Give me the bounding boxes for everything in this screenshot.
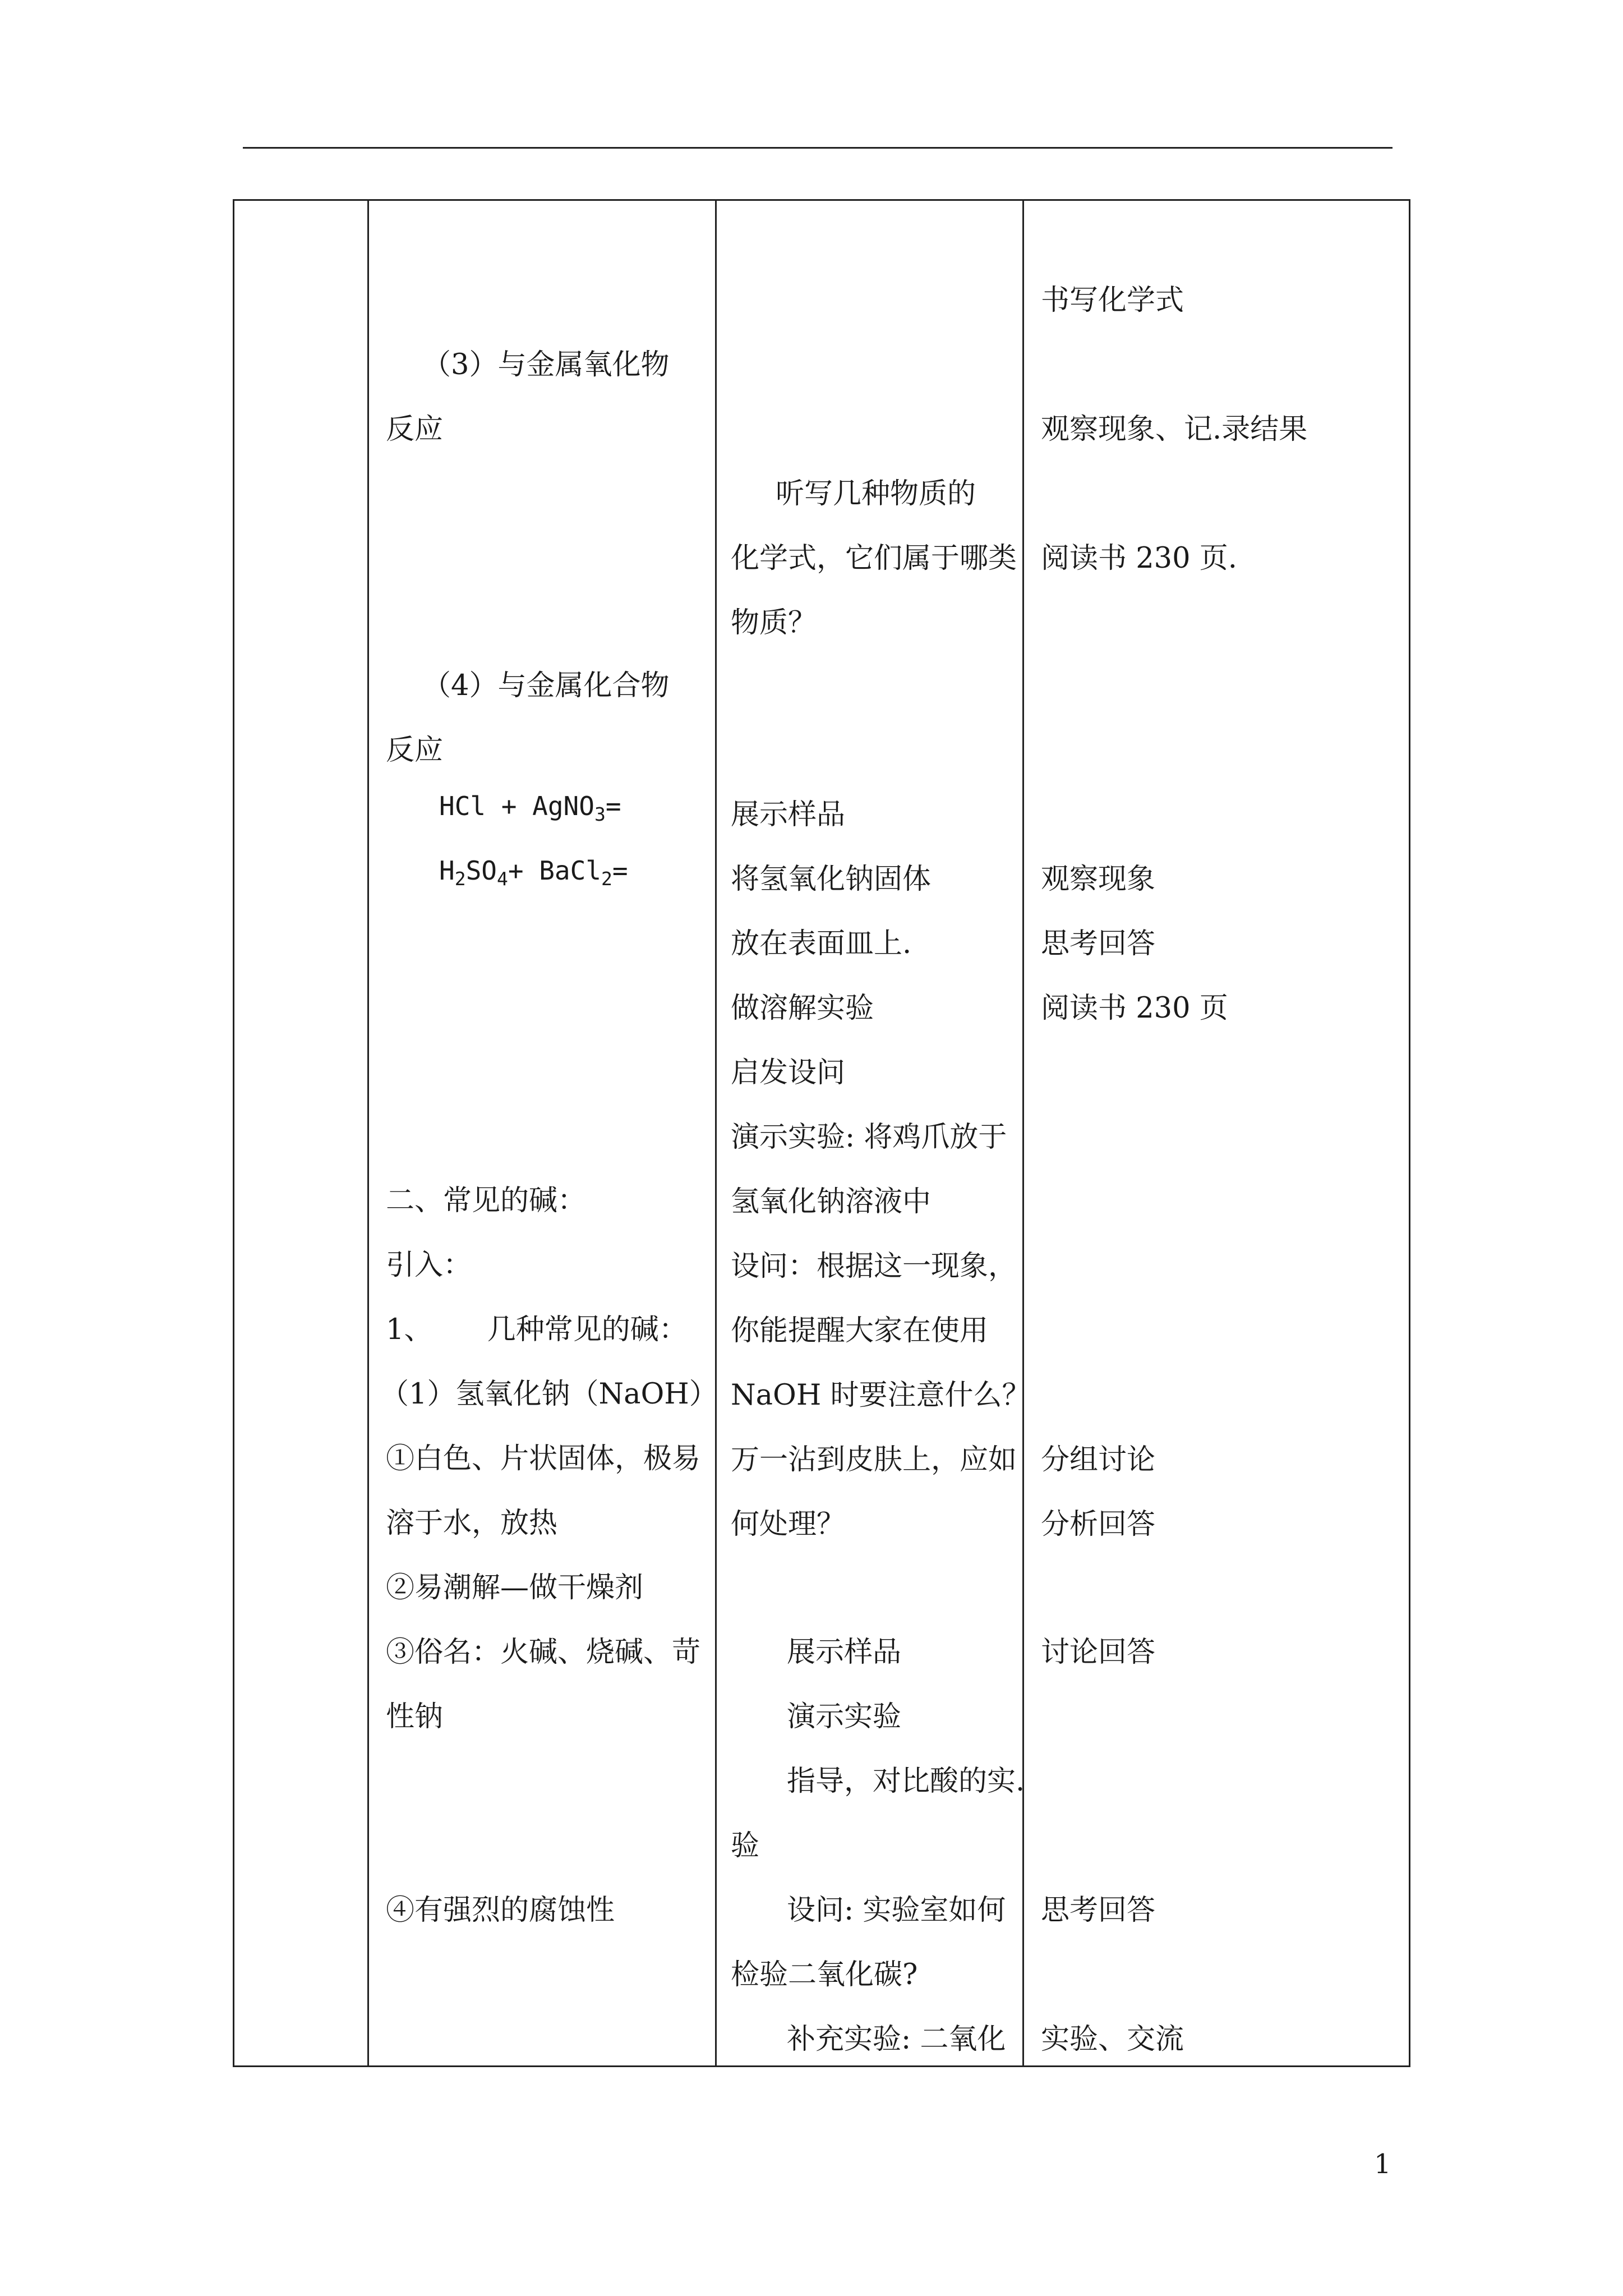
content-line: 反应 [386, 413, 444, 446]
activity-line: 物质？ [731, 606, 817, 639]
content-line: ①白色、片状固体，极易 [386, 1442, 701, 1475]
content-line: ④有强烈的腐蚀性 [386, 1894, 615, 1927]
student-line: 观察现象、记.录结果 [1041, 413, 1308, 446]
activity-line: 演示实验 [787, 1700, 902, 1733]
student-line: 书写化学式 [1041, 284, 1184, 317]
activity-line: 验 [731, 1829, 760, 1862]
student-line: 实验、交流 [1041, 2023, 1184, 2056]
activity-line: 启发设问 [731, 1056, 846, 1089]
activity-line: 万一沾到皮肤上，应如 [731, 1443, 1017, 1476]
content-line: （3）与金属氧化物 [422, 348, 670, 381]
student-line: 讨论回答 [1041, 1636, 1156, 1669]
content-line: 溶于水，放热 [386, 1507, 558, 1540]
activity-line: 设问：根据这一现象， [731, 1250, 1017, 1283]
activity-line: 你能提醒大家在使用 [731, 1314, 989, 1347]
activity-line: 指导，对比酸的实. [787, 1765, 1025, 1798]
content-line: ②易潮解—做干燥剂 [386, 1571, 644, 1604]
student-activity-column [1024, 201, 1410, 2065]
page-number: 1 [1374, 2148, 1391, 2180]
content-column [369, 201, 718, 2065]
content-line: （1）氢氧化钠（NaOH） [380, 1378, 718, 1411]
activity-line: 补充实验: 二氧化 [787, 2023, 1006, 2056]
content-line: 性钠 [386, 1700, 444, 1733]
student-line: 思考回答 [1041, 927, 1156, 960]
activity-line: 氢氧化钠溶液中 [731, 1185, 932, 1218]
column-1-cell [234, 201, 367, 2065]
activity-line: 展示样品 [731, 798, 846, 831]
equation-h2so4-bacl2: $H_2SO_4+$ BaCl$_2$= [439, 855, 628, 890]
activity-line: NaOH 时要注意什么？ [731, 1379, 1031, 1412]
activity-line: 做溶解实验 [731, 992, 874, 1025]
section-heading: 二、常见的碱： [386, 1184, 587, 1217]
activity-line: 化学式，它们属于哪类 [731, 542, 1017, 575]
content-line: 1、 几种常见的碱： [386, 1313, 688, 1346]
student-line: 分析回答 [1041, 1508, 1156, 1541]
content-line: （4）与金属化合物 [422, 669, 670, 702]
student-line: 阅读书 230 页. [1041, 542, 1237, 575]
activity-line: 演示实验: 将鸡爪放于 [731, 1121, 1007, 1154]
lesson-table [233, 199, 1410, 2067]
content-line: ③俗名：火碱、烧碱、苛 [386, 1636, 701, 1669]
content-line: 反应 [386, 734, 444, 767]
teacher-activity-column [717, 201, 1031, 2065]
activity-line: 检验二氧化碳? [731, 1958, 918, 1991]
content-line: 引入： [386, 1249, 472, 1282]
activity-line: 何处理？ [731, 1508, 846, 1541]
activity-line: 放在表面皿上. [731, 927, 912, 960]
student-line: 分组讨论 [1041, 1443, 1156, 1476]
header-rule [243, 147, 1393, 149]
activity-line: 展示样品 [787, 1636, 902, 1669]
activity-line: 听写几种物质的 [776, 477, 976, 510]
student-line: 观察现象 [1041, 863, 1156, 896]
student-line: 思考回答 [1041, 1894, 1156, 1927]
activity-line: 将氢氧化钠固体 [731, 863, 932, 896]
equation-hcl-agno3: HCl + AgNO$_3$= [439, 791, 621, 825]
activity-line: 设问: 实验室如何 [787, 1894, 1006, 1927]
student-line: 阅读书 230 页 [1041, 992, 1228, 1025]
